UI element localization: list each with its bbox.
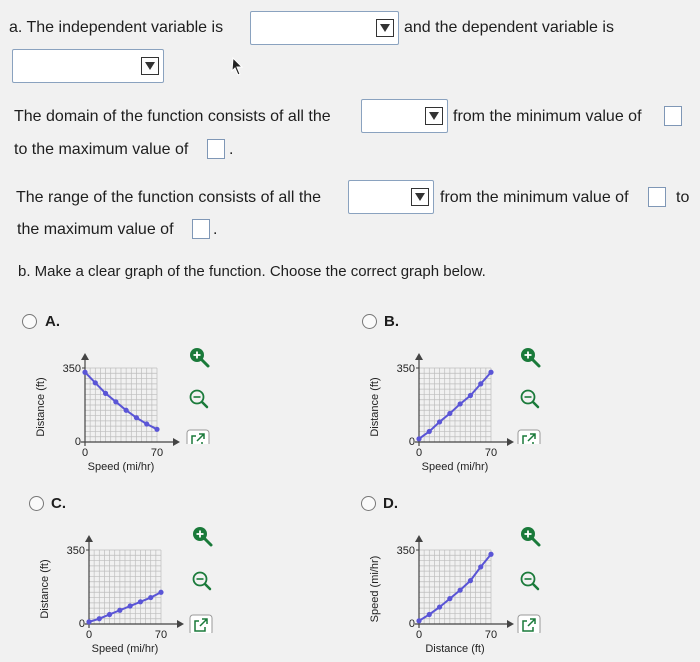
option-b-radio[interactable] xyxy=(362,314,377,329)
y-axis-label: Distance (ft) xyxy=(369,377,381,437)
data-point xyxy=(117,608,122,613)
zoom-in-icon[interactable] xyxy=(521,348,539,366)
range-dropdown[interactable] xyxy=(348,180,434,214)
y-tick-label: 0 xyxy=(408,436,415,448)
zoom-in-icon[interactable] xyxy=(193,527,211,545)
data-point xyxy=(138,599,143,604)
option-c-radio[interactable] xyxy=(29,496,44,511)
y-axis-arrow xyxy=(415,535,423,542)
data-point xyxy=(103,391,108,396)
x-axis-arrow xyxy=(507,438,514,446)
data-point xyxy=(447,411,452,416)
data-point xyxy=(468,393,473,398)
domain-line2: to the maximum value of xyxy=(14,141,189,158)
x-axis-arrow xyxy=(177,620,184,628)
data-point xyxy=(437,604,442,609)
data-point xyxy=(437,419,442,424)
data-point xyxy=(124,408,129,413)
x-axis-label: Speed (mi/hr) xyxy=(87,461,155,473)
data-point xyxy=(128,603,133,608)
chevron-down-icon xyxy=(411,188,429,206)
range-period: . xyxy=(213,221,218,238)
data-point xyxy=(488,552,493,557)
independent-variable-dropdown[interactable] xyxy=(250,11,399,45)
option-b-tools xyxy=(517,344,543,449)
data-point xyxy=(134,415,139,420)
y-tick-label: 0 xyxy=(78,618,85,630)
y-axis-label: Speed (mi/hr) xyxy=(369,555,381,623)
zoom-out-icon[interactable] xyxy=(522,391,539,408)
y-axis-arrow xyxy=(415,353,423,360)
data-point xyxy=(458,588,463,593)
data-point xyxy=(158,590,163,595)
y-tick-label: 350 xyxy=(62,363,81,375)
option-d-tools xyxy=(517,523,543,638)
q-line1-mid: and the dependent variable is xyxy=(404,19,614,36)
data-point xyxy=(447,596,452,601)
range-max-input[interactable] xyxy=(192,219,210,239)
data-point xyxy=(154,427,159,432)
domain-min-input[interactable] xyxy=(664,106,682,126)
option-d-radio[interactable] xyxy=(361,496,376,511)
zoom-out-icon[interactable] xyxy=(522,573,539,590)
y-axis-arrow xyxy=(85,535,93,542)
data-point xyxy=(427,429,432,434)
dependent-variable-dropdown[interactable] xyxy=(12,49,164,83)
y-axis-label: Distance (ft) xyxy=(35,377,47,437)
domain-max-input[interactable] xyxy=(207,139,225,159)
data-point xyxy=(416,618,421,623)
data-point xyxy=(82,370,87,375)
y-tick-label: 0 xyxy=(74,436,81,448)
domain-dropdown[interactable] xyxy=(361,99,448,133)
part-b-prompt: b. Make a clear graph of the function. Choose the correct graph below. xyxy=(18,263,486,280)
x-tick-label: 0 xyxy=(415,629,423,641)
option-a-label: A. xyxy=(45,313,60,330)
chevron-down-icon xyxy=(141,57,159,75)
data-point xyxy=(148,595,153,600)
data-point xyxy=(427,612,432,617)
x-axis-arrow xyxy=(173,438,180,446)
domain-period: . xyxy=(229,141,234,158)
mouse-cursor-icon xyxy=(227,56,247,78)
x-tick-label: 0 xyxy=(81,447,89,459)
data-point xyxy=(144,421,149,426)
y-axis-label: Distance (ft) xyxy=(39,559,51,619)
data-point xyxy=(107,612,112,617)
open-new-window-icon[interactable] xyxy=(518,615,540,633)
data-point xyxy=(478,564,483,569)
open-new-window-icon[interactable] xyxy=(187,430,209,444)
y-tick-label: 0 xyxy=(408,618,415,630)
x-tick-label: 70 xyxy=(154,629,168,641)
domain-prefix: The domain of the function consists of all the xyxy=(14,108,331,125)
data-point xyxy=(468,578,473,583)
x-tick-label: 70 xyxy=(484,447,498,459)
option-b-label: B. xyxy=(384,313,399,330)
option-a-radio[interactable] xyxy=(22,314,37,329)
x-tick-label: 0 xyxy=(415,447,423,459)
x-axis-label: Speed (mi/hr) xyxy=(421,461,489,473)
x-axis-arrow xyxy=(507,620,514,628)
data-point xyxy=(86,619,91,624)
data-point xyxy=(416,436,421,441)
data-point xyxy=(478,381,483,386)
option-a-tools xyxy=(186,344,212,449)
x-tick-label: 0 xyxy=(85,629,93,641)
y-tick-label: 350 xyxy=(66,545,85,557)
y-tick-label: 350 xyxy=(396,363,415,375)
option-c-label: C. xyxy=(51,495,66,512)
x-axis-label: Distance (ft) xyxy=(425,643,485,655)
y-tick-label: 350 xyxy=(396,545,415,557)
zoom-out-icon[interactable] xyxy=(191,391,208,408)
zoom-in-icon[interactable] xyxy=(190,348,208,366)
range-min-input[interactable] xyxy=(648,187,666,207)
chevron-down-icon xyxy=(376,19,394,37)
zoom-in-icon[interactable] xyxy=(521,527,539,545)
option-d-label: D. xyxy=(383,495,398,512)
option-c-tools xyxy=(189,523,215,638)
y-axis-arrow xyxy=(81,353,89,360)
data-point xyxy=(458,401,463,406)
range-to: to xyxy=(676,189,690,206)
q-line1-prefix: a. The independent variable is xyxy=(9,19,224,36)
data-point xyxy=(488,370,493,375)
chevron-down-icon xyxy=(425,107,443,125)
x-tick-label: 70 xyxy=(484,629,498,641)
domain-mid: from the minimum value of xyxy=(453,108,642,125)
x-axis-label: Speed (mi/hr) xyxy=(91,643,159,655)
zoom-out-icon[interactable] xyxy=(194,573,211,590)
data-point xyxy=(93,380,98,385)
range-mid: from the minimum value of xyxy=(440,189,629,206)
x-tick-label: 70 xyxy=(150,447,164,459)
open-new-window-icon[interactable] xyxy=(518,430,540,444)
open-new-window-icon[interactable] xyxy=(190,615,212,633)
data-point xyxy=(113,399,118,404)
grid xyxy=(89,550,161,624)
range-prefix: The range of the function consists of all the xyxy=(16,189,322,206)
range-line2: the maximum value of xyxy=(17,221,174,238)
data-point xyxy=(97,616,102,621)
